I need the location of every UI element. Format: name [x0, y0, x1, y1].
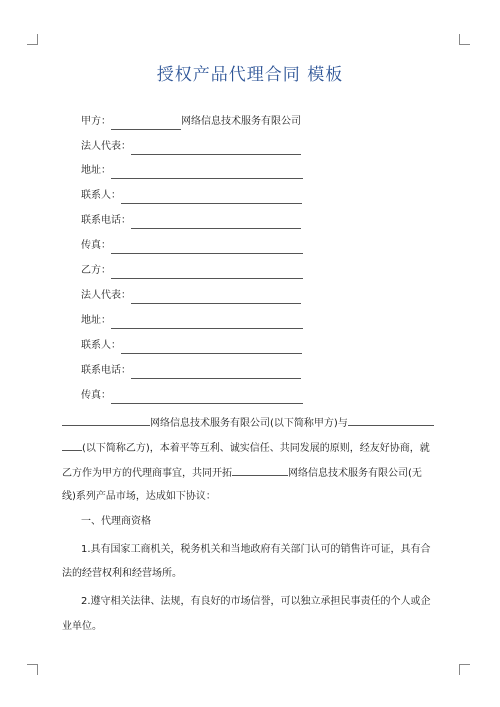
field-label: 联系电话：	[81, 215, 131, 226]
field-fax-a	[81, 238, 303, 254]
field-label: 法人代表：	[81, 290, 131, 301]
field-legal-rep-a	[81, 139, 301, 155]
field-label: 甲方：	[81, 116, 111, 127]
item-2-line-1: 2.遵守相关法律、法规，有良好的市场信誉，可以独立承担民事责任的个人或企	[81, 596, 431, 607]
intro-text: 乙方作为甲方的代理商事宜，共同开拓	[62, 468, 232, 479]
field-label: 联系人：	[81, 190, 121, 201]
field-label: 法人代表：	[81, 141, 131, 152]
paragraph-intro-line-1	[62, 414, 440, 432]
crop-mark-bottom-left	[27, 664, 38, 675]
item-2-line-2: 业单位。	[62, 621, 102, 632]
field-party-a	[81, 114, 301, 130]
blank-line[interactable]	[131, 142, 301, 155]
field-phone-a	[81, 213, 301, 229]
paragraph-intro-line-2	[62, 439, 440, 457]
field-legal-rep-b	[81, 288, 301, 304]
field-label: 地址：	[81, 315, 111, 326]
blank-line[interactable]	[111, 166, 303, 179]
blank-line[interactable]	[111, 241, 303, 254]
intro-text: (以下简称乙方)，本着平等互利、诚实信任、共同发展的原则，经友好协商，就	[82, 443, 430, 454]
blank-line[interactable]	[121, 191, 302, 204]
field-address-a	[81, 163, 303, 179]
blank-line[interactable]	[111, 391, 303, 404]
crop-mark-bottom-right	[459, 664, 470, 675]
blank-line[interactable]	[131, 291, 301, 304]
document-title: 授权产品代理合同 模板	[156, 65, 344, 85]
blank-line[interactable]	[131, 216, 301, 229]
blank-line[interactable]	[111, 266, 303, 279]
field-label: 地址：	[81, 165, 111, 176]
item-1-line-2: 法的经营权利和经营场所。	[62, 568, 182, 579]
blank-line[interactable]	[131, 366, 301, 379]
field-label: 传真：	[81, 390, 111, 401]
paragraph-intro-line-3	[62, 464, 440, 482]
blank-line[interactable]	[348, 414, 434, 426]
paragraph-intro-line-4	[62, 489, 440, 505]
blank-line[interactable]	[62, 439, 82, 451]
blank-line[interactable]	[111, 316, 303, 329]
intro-text: 网络信息技术服务有限公司(无	[288, 468, 422, 479]
blank-line[interactable]	[111, 117, 181, 130]
intro-text: 线)系列产品市场，达成如下协议：	[62, 491, 216, 502]
field-party-b	[81, 263, 303, 279]
company-name: 网络信息技术服务有限公司	[181, 116, 301, 127]
crop-mark-top-left	[27, 34, 38, 45]
field-label: 联系电话：	[81, 365, 131, 376]
field-phone-b	[81, 363, 301, 379]
field-label: 乙方：	[81, 265, 111, 276]
blank-line[interactable]	[121, 341, 302, 354]
field-label: 联系人：	[81, 340, 121, 351]
blank-line[interactable]	[232, 464, 288, 476]
section-heading: 一、代理商资格	[81, 516, 151, 527]
blank-line[interactable]	[62, 414, 150, 426]
field-label: 传真：	[81, 240, 111, 251]
field-contact-a	[81, 188, 302, 204]
field-contact-b	[81, 338, 302, 354]
field-fax-b	[81, 388, 303, 404]
field-address-b	[81, 313, 303, 329]
item-1-line-1: 1.具有国家工商机关，税务机关和当地政府有关部门认可的销售许可证，具有合	[81, 544, 431, 555]
crop-mark-top-right	[459, 34, 470, 45]
intro-text: 网络信息技术服务有限公司(以下简称甲方)与	[150, 418, 348, 429]
